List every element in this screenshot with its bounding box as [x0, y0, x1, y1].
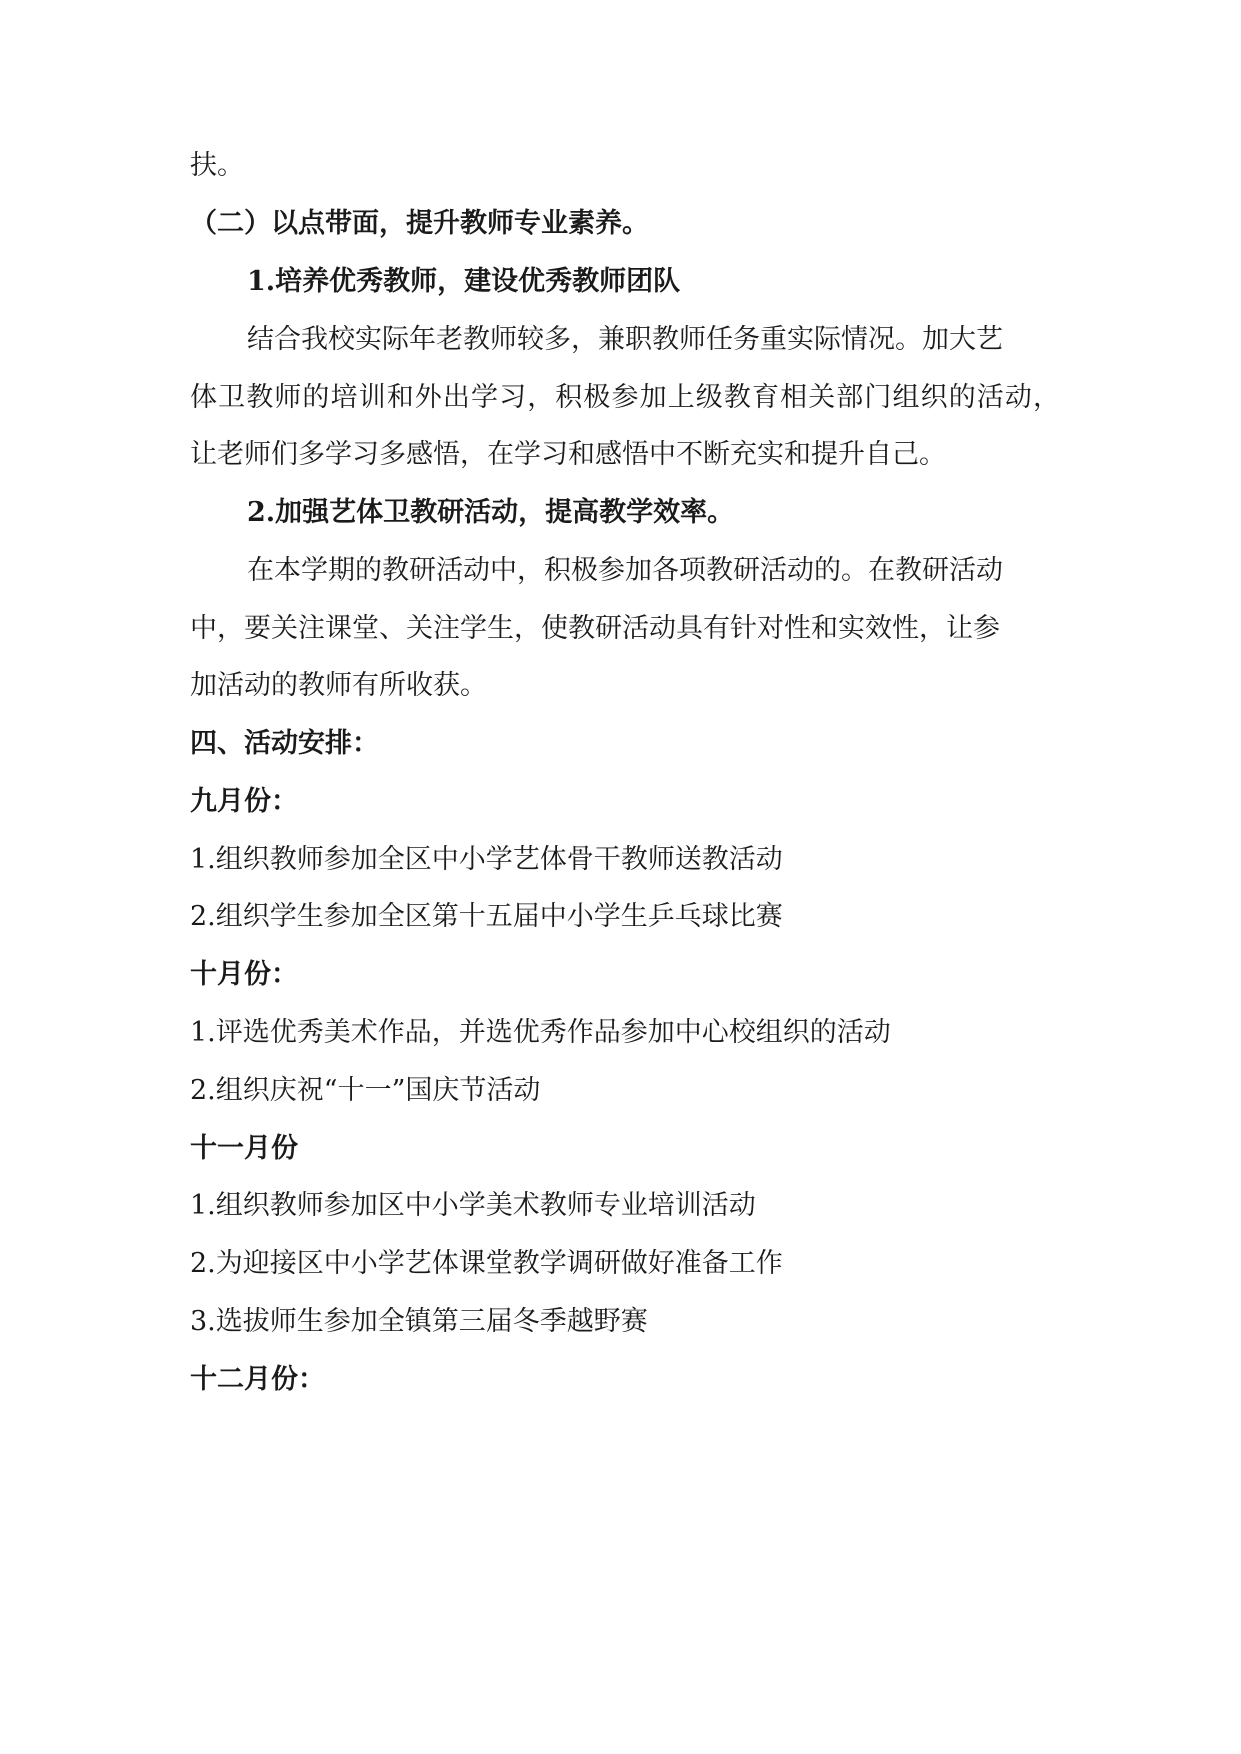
- paragraph-line: 体卫教师的培训和外出学习，积极参加上级教育相关部门组织的活动，: [190, 382, 1060, 413]
- month-heading: 十二月份：: [190, 1364, 325, 1395]
- list-item: 2.组织庆祝“十一”国庆节活动: [190, 1075, 541, 1106]
- paragraph-line: 扶。: [190, 150, 244, 181]
- section-heading: （二）以点带面，提升教师专业素养。: [190, 208, 649, 239]
- subsection-heading: 2.加强艺体卫教研活动，提高教学效率。: [247, 497, 735, 528]
- paragraph-line: 加活动的教师有所收获。: [190, 670, 487, 701]
- subsection-heading: 1.培养优秀教师，建设优秀教师团队: [247, 266, 681, 297]
- month-heading: 十月份：: [190, 959, 298, 990]
- section-heading: 四、活动安排：: [190, 728, 379, 759]
- month-heading: 十一月份: [190, 1133, 298, 1164]
- paragraph-line: 在本学期的教研活动中，积极参加各项教研活动的。在教研活动: [247, 555, 1003, 586]
- paragraph-line: 中，要关注课堂、关注学生，使教研活动具有针对性和实效性，让参: [190, 613, 1000, 644]
- list-item: 1.评选优秀美术作品，并选优秀作品参加中心校组织的活动: [190, 1017, 891, 1048]
- list-item: 2.为迎接区中小学艺体课堂教学调研做好准备工作: [190, 1248, 783, 1279]
- list-item: 2.组织学生参加全区第十五届中小学生乒乓球比赛: [190, 901, 783, 932]
- paragraph-line: 结合我校实际年老教师较多，兼职教师任务重实际情况。加大艺: [247, 324, 1003, 355]
- month-heading: 九月份：: [190, 786, 298, 817]
- list-item: 1.组织教师参加全区中小学艺体骨干教师送教活动: [190, 844, 783, 875]
- list-item: 3.选拔师生参加全镇第三届冬季越野赛: [190, 1306, 648, 1337]
- paragraph-line: 让老师们多学习多感悟，在学习和感悟中不断充实和提升自己。: [190, 439, 946, 470]
- list-item: 1.组织教师参加区中小学美术教师专业培训活动: [190, 1190, 756, 1221]
